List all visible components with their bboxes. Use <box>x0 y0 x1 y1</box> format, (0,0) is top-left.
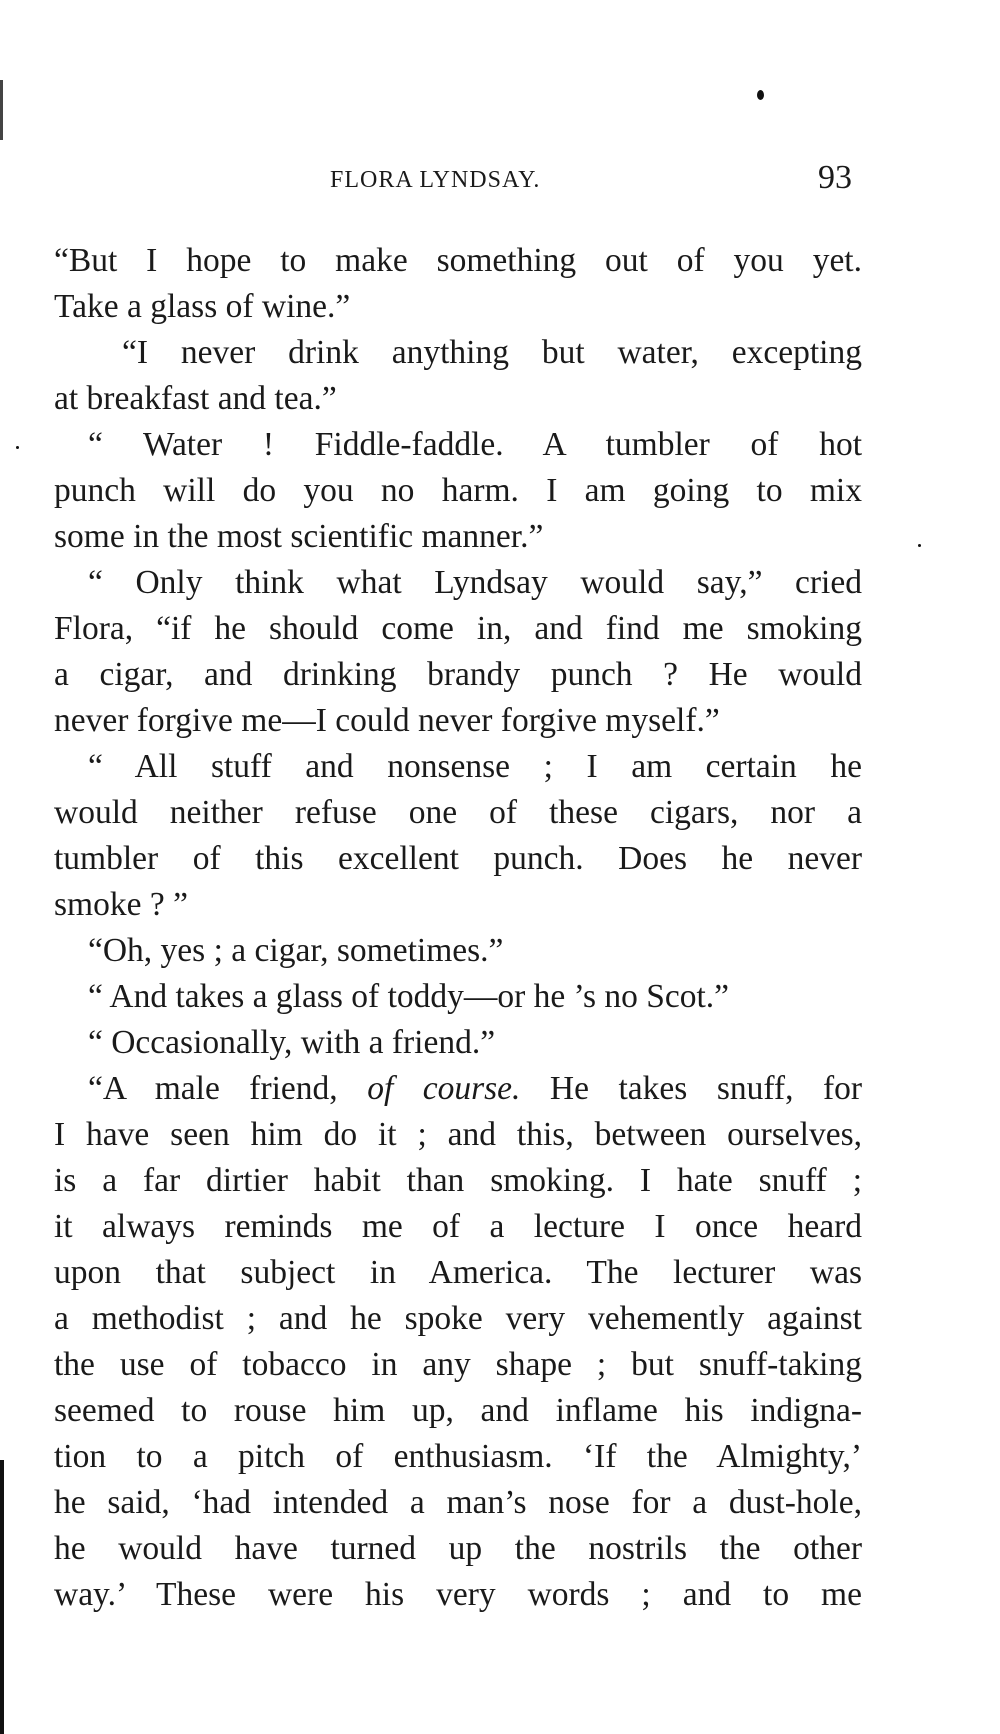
text-line: “ All stuff and nonsense ; I am certain he <box>88 748 862 785</box>
text-line: “I never drink anything but water, excepting <box>122 334 862 371</box>
running-head-title: FLORA LYNDSAY. <box>330 167 541 193</box>
paragraph <box>54 1020 862 1066</box>
paragraph <box>54 1066 862 1618</box>
text-run: He takes snuff, for <box>520 1070 863 1107</box>
paragraph <box>54 238 862 330</box>
ink-speck <box>16 446 19 449</box>
text-line: Take a glass of wine.” <box>54 288 351 325</box>
text-line: a methodist ; and he spoke very vehemently against <box>54 1300 862 1337</box>
body-text <box>54 238 862 1618</box>
paragraph <box>54 974 862 1020</box>
text-line: a cigar, and drinking brandy punch ? He would <box>54 656 862 693</box>
ink-speck <box>757 90 764 100</box>
text-line: way.’ These were his very words ; and to me <box>54 1576 862 1613</box>
page-edge-mark <box>0 80 3 140</box>
text-line: Flora, “if he should come in, and find me smoking <box>54 610 862 647</box>
text-line: is a far dirtier habit than smoking. I hate snuff ; <box>54 1162 862 1199</box>
text-line: it always reminds me of a lecture I once heard <box>54 1208 862 1245</box>
text-line: tumbler of this excellent punch. Does he never <box>54 840 862 877</box>
text-line: “ Only think what Lyndsay would say,” cried <box>88 564 862 601</box>
text-line: he would have turned up the nostrils the other <box>54 1530 862 1567</box>
paragraph <box>54 422 862 560</box>
text-line: the use of tobacco in any shape ; but snuff-taking <box>54 1346 862 1383</box>
page-number: 93 <box>818 159 852 196</box>
paragraph <box>54 560 862 744</box>
text-line: tion to a pitch of enthusiasm. ‘If the Almighty,’ <box>54 1438 862 1475</box>
text-line: “ Water ! Fiddle-faddle. A tumbler of hot <box>88 426 862 463</box>
text-line: smoke ? ” <box>54 886 188 923</box>
text-line: “ And takes a glass of toddy—or he ’s no Scot.” <box>88 978 730 1015</box>
running-head <box>0 159 1000 205</box>
ink-speck <box>918 544 921 547</box>
paragraph <box>54 928 862 974</box>
paragraph <box>54 744 862 928</box>
paragraph <box>54 330 862 422</box>
text-line: at breakfast and tea.” <box>54 380 337 417</box>
page-edge-shadow <box>0 1460 4 1734</box>
text-line: “Oh, yes ; a cigar, sometimes.” <box>88 932 504 969</box>
text-line: would neither refuse one of these cigars, nor a <box>54 794 862 831</box>
text-line: “But I hope to make something out of you yet. <box>54 242 862 279</box>
text-line: I have seen him do it ; and this, between ourselves, <box>54 1116 862 1153</box>
italic-text-run: of course. <box>367 1070 521 1107</box>
text-line: upon that subject in America. The lecturer was <box>54 1254 862 1291</box>
text-run: “A male friend, <box>88 1070 368 1107</box>
text-line: never forgive me—I could never forgive myself.” <box>54 702 720 739</box>
text-line: punch will do you no harm. I am going to mix <box>54 472 862 509</box>
text-line: some in the most scientific manner.” <box>54 518 544 555</box>
text-line: “ Occasionally, with a friend.” <box>88 1024 496 1061</box>
text-line <box>54 1066 862 1112</box>
text-line: he said, ‘had intended a man’s nose for a dust-hole, <box>54 1484 862 1521</box>
text-line: seemed to rouse him up, and inflame his indigna- <box>54 1392 862 1429</box>
